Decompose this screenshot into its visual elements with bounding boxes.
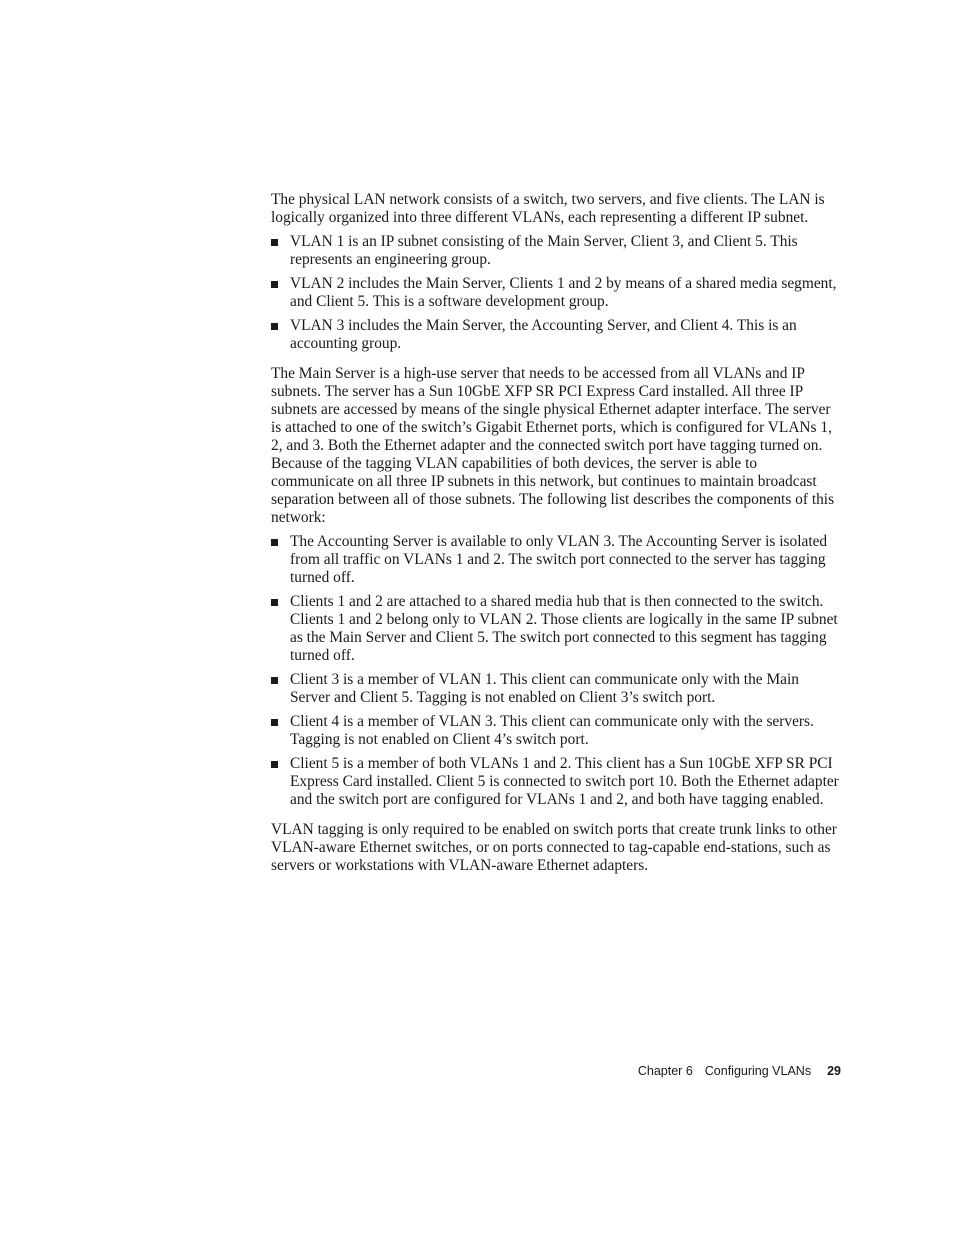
list-item: The Accounting Server is available to only VLAN 3. The Accounting Server is isolated from all traffic on VLANs 1 and 2. The switch port connected to the server has tagging turned off. xyxy=(271,533,841,587)
bullet-icon xyxy=(271,323,278,330)
list-item: Clients 1 and 2 are attached to a shared media hub that is then connected to the switch. Clients 1 and 2 belong only to VLAN 2. Those clients are logically in the same IP subnet as the Main Server and Client 5. The switch port connected to this segment has tagging turned off. xyxy=(271,593,841,665)
bullet-icon xyxy=(271,599,278,606)
bullet-icon xyxy=(271,719,278,726)
list-item: Client 5 is a member of both VLANs 1 and 2. This client has a Sun 10GbE XFP SR PCI Express Card installed. Client 5 is connected to switch port 10. Both the Ethernet adapter and the switch port are configured for VLANs 1 and 2, and both have tagging enabled. xyxy=(271,755,841,809)
list-item: VLAN 2 includes the Main Server, Clients 1 and 2 by means of a shared media segment, and Client 5. This is a software development group. xyxy=(271,275,841,311)
bullet-icon xyxy=(271,677,278,684)
bullet-icon xyxy=(271,539,278,546)
chapter-label: Chapter 6 xyxy=(637,1064,693,1078)
page-footer xyxy=(638,1063,841,1079)
page-number: 29 xyxy=(827,1064,841,1078)
bullet-icon xyxy=(271,239,278,246)
intro-paragraph: The physical LAN network consists of a switch, two servers, and five clients. The LAN is logically organized into three different VLANs, each representing a different IP subnet. xyxy=(271,191,825,226)
list-item: VLAN 1 is an IP subnet consisting of the Main Server, Client 3, and Client 5. This represents an engineering group. xyxy=(271,233,841,269)
closing-paragraph: VLAN tagging is only required to be enabled on switch ports that create trunk links to other VLAN-aware Ethernet switches, or on ports connected to tag-capable end-stations, such as servers or workstations with VLAN-aware Ethernet adapters. xyxy=(271,821,837,874)
list-item: Client 3 is a member of VLAN 1. This client can communicate only with the Main Server and Client 5. Tagging is not enabled on Client 3’s switch port. xyxy=(271,671,841,707)
list-item: Client 4 is a member of VLAN 3. This client can communicate only with the servers. Tagging is not enabled on Client 4’s switch port. xyxy=(271,713,841,749)
vlan-list xyxy=(271,233,841,353)
page-body xyxy=(271,191,841,875)
main-server-paragraph: The Main Server is a high-use server that needs to be accessed from all VLANs and IP subnets. The server has a Sun 10GbE XFP SR PCI Express Card installed. All three IP subnets are accessed by means of the single physical Ethernet adapter interface. The server is attached to one of the switch’s Gigabit Ethernet ports, which is configured for VLANs 1, 2, and 3. Both the Ethernet adapter and the connected switch port have tagging turned on. Because of the tagging VLAN capabilities of both devices, the server is able to communicate on all three IP subnets in this network, but continues to maintain broadcast separation between all of those subnets. The following list describes the components of this network: xyxy=(271,365,835,526)
bullet-icon xyxy=(271,761,278,768)
chapter-title: Configuring VLANs xyxy=(704,1064,812,1078)
bullet-icon xyxy=(271,281,278,288)
list-item: VLAN 3 includes the Main Server, the Accounting Server, and Client 4. This is an accounting group. xyxy=(271,317,841,353)
component-list xyxy=(271,533,841,809)
